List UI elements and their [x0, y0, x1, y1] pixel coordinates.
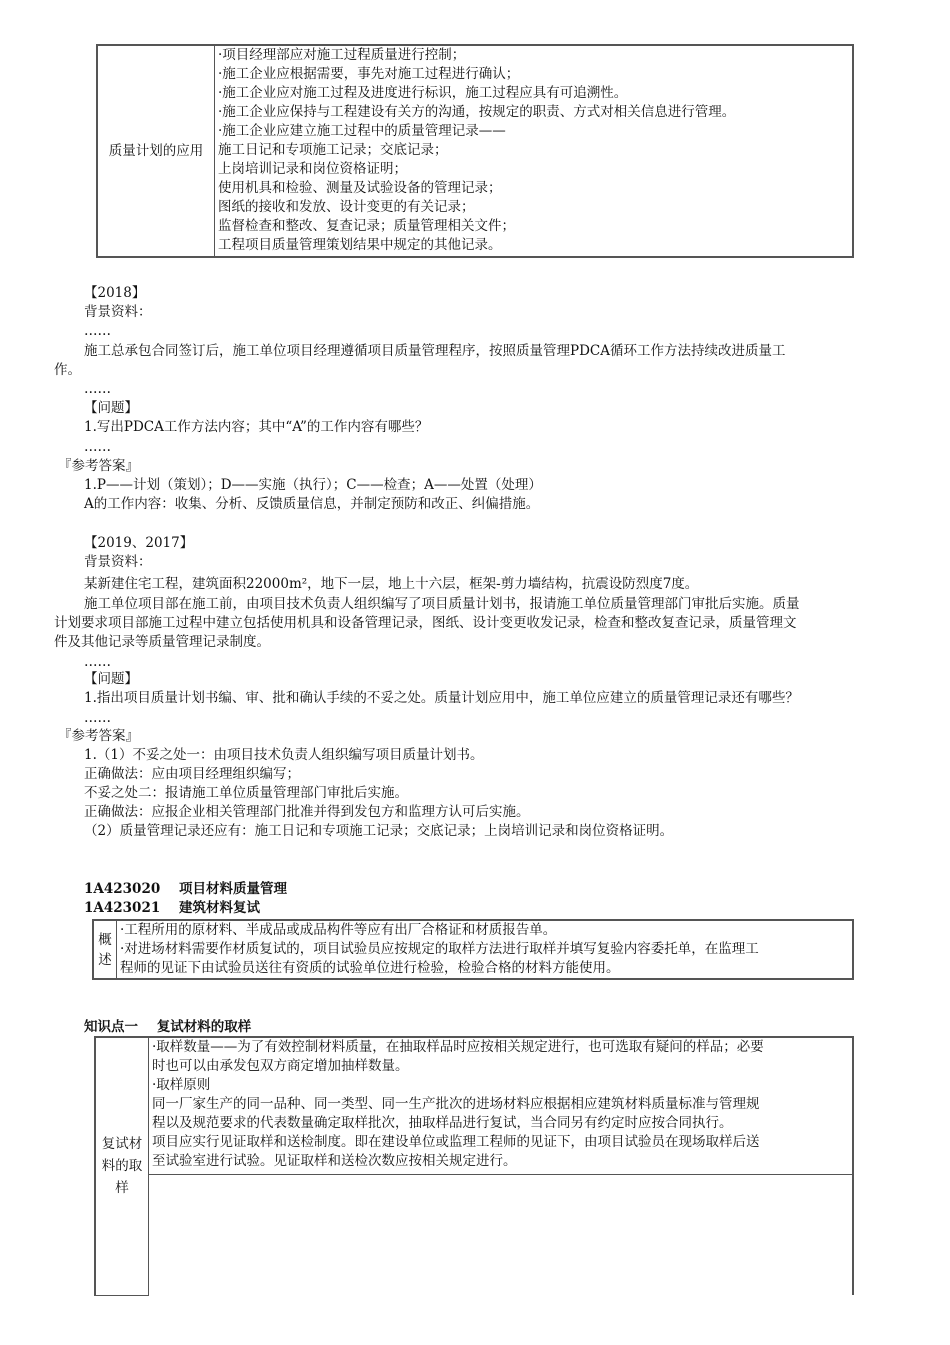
- overview-content: [117, 920, 854, 979]
- table-line: ·取样数量——为了有效控制材料质量，在抽取样品时应按相关规定进行，也可选取有疑问的样品；必要: [152, 1039, 764, 1055]
- table-line: 使用机具和检验、测量及试验设备的管理记录；: [218, 180, 502, 196]
- table-line: ·施工企业应对施工过程及进度进行标识，施工过程应具有可追溯性。: [218, 85, 628, 101]
- table-line: ·工程所用的原材料、半成品或成品构件等应有出厂合格证和材质报告单。: [120, 922, 557, 938]
- table-line: ·对进场材料需要作材质复试的，项目试验员应按规定的取样方法进行取样并填写复验内容委托单，在监理工: [120, 941, 759, 957]
- table-line: 时也可以由承发包双方商定增加抽样数量。: [152, 1058, 409, 1074]
- table-line: 至试验室进行试验。见证取样和送检次数应按相关规定进行。: [152, 1153, 517, 1169]
- answer-line: 正确做法：应报企业相关管理部门批准并得到发包方和监理方认可后实施。: [84, 804, 530, 820]
- year-2018-heading: 【2018】: [84, 285, 146, 301]
- year-2019-heading: 【2019、2017】: [84, 535, 194, 551]
- table-line: ·项目经理部应对施工过程质量进行控制；: [218, 47, 466, 63]
- table-line: 施工日记和专项施工记录；交底记录；: [218, 142, 448, 158]
- table-line: 程师的见证下由试验员送往有资质的试验单位进行检验，检验合格的材料方能使用。: [120, 960, 620, 976]
- subsection-code: 1A423021: [84, 900, 161, 916]
- answer-line: 正确做法：应由项目经理组织编写；: [84, 766, 300, 782]
- knowledge-point-label: 知识点一: [84, 1019, 138, 1035]
- table-line: ·施工企业应建立施工过程中的质量管理记录——: [218, 123, 506, 139]
- question-label: 【问题】: [84, 400, 138, 416]
- quality-plan-label: 质量计划的应用: [97, 45, 215, 257]
- overview-table: [92, 919, 854, 980]
- table-line: 项目应实行见证取样和送检制度。即在建设单位或监理工程师的见证下，由项目试验员在现场取样后送: [152, 1134, 760, 1150]
- ellipsis: ……: [84, 381, 111, 397]
- knowledge-point-heading: [84, 1018, 251, 1037]
- sampling-label-text: 复试材料的取样: [101, 1136, 143, 1197]
- section-title: 项目材料质量管理: [179, 881, 288, 897]
- table-line: 图纸的接收和发放、设计变更的有关记录；: [218, 199, 475, 215]
- paragraph: 施工总承包合同签订后，施工单位项目经理遵循项目质量管理程序，按照质量管理PDCA循环工作方法持续改进质量工: [84, 343, 786, 359]
- background-label: 背景资料：: [84, 304, 152, 320]
- background-label: 背景资料：: [84, 554, 152, 570]
- quality-plan-table: [96, 44, 854, 258]
- knowledge-point-title: 复试材料的取样: [156, 1019, 252, 1035]
- ellipsis: ……: [84, 323, 111, 339]
- ellipsis: ……: [84, 710, 111, 726]
- table-line: 监督检查和整改、复查记录；质量管理相关文件；: [218, 218, 515, 234]
- question: 1.写出PDCA工作方法内容；其中“A”的工作内容有哪些？: [84, 419, 429, 435]
- paragraph: 作。: [54, 362, 81, 378]
- subsection-title: 建筑材料复试: [179, 900, 261, 916]
- ellipsis: ……: [84, 439, 111, 455]
- quality-plan-content: [215, 45, 854, 257]
- answer-label: 『参考答案』: [58, 458, 139, 474]
- table-line: 同一厂家生产的同一品种、同一类型、同一生产批次的进场材料应根据相应建筑材料质量标准与管理规: [152, 1096, 760, 1112]
- subsection-heading: [84, 899, 260, 918]
- question-label: 【问题】: [84, 671, 138, 687]
- overview-label-text: 概述: [98, 931, 112, 968]
- sampling-empty-cell: [149, 1175, 854, 1296]
- sampling-content: [149, 1037, 854, 1175]
- paragraph: 某新建住宅工程，建筑面积22000m²，地下一层，地上十六层，框架-剪力墙结构，抗震设防烈度7度。: [84, 576, 699, 592]
- answer-line: 1.（1）不妥之处一：由项目技术负责人组织编写项目质量计划书。: [84, 747, 484, 763]
- table-line: 程以及规范要求的代表数量确定取样批次，抽取样品进行复试，当合同另有约定时应按合同执行。: [152, 1115, 733, 1131]
- sampling-label: [95, 1037, 149, 1295]
- sampling-table: [94, 1036, 854, 1296]
- question: 1.指出项目质量计划书编、审、批和确认手续的不妥之处。质量计划应用中，施工单位应建立的质量管理记录还有哪些？: [84, 690, 799, 706]
- answer-line: 1.P——计划（策划）；D——实施（执行）；C——检查；A——处置（处理）: [84, 477, 542, 493]
- ellipsis: ……: [84, 654, 111, 670]
- answer-line: A的工作内容：收集、分析、反馈质量信息，并制定预防和改正、纠偏措施。: [84, 496, 540, 512]
- table-line: 上岗培训记录和岗位资格证明；: [218, 161, 407, 177]
- section-code: 1A423020: [84, 881, 161, 897]
- answer-line: （2）质量管理记录还应有：施工日记和专项施工记录；交底记录；上岗培训记录和岗位资格证明。: [84, 823, 674, 839]
- paragraph: 计划要求项目部施工过程中建立包括使用机具和设备管理记录，图纸、设计变更收发记录，检查和整改复查记录，质量管理文: [54, 615, 797, 631]
- table-line: ·施工企业应保持与工程建设有关方的沟通，按规定的职责、方式对相关信息进行管理。: [218, 104, 736, 120]
- overview-label: [93, 920, 117, 979]
- answer-label: 『参考答案』: [58, 728, 139, 744]
- paragraph: 件及其他记录等质量管理记录制度。: [54, 634, 270, 650]
- table-line: ·施工企业应根据需要，事先对施工过程进行确认；: [218, 66, 520, 82]
- table-line: ·取样原则: [152, 1077, 211, 1093]
- table-line: 工程项目质量管理策划结果中规定的其他记录。: [218, 237, 502, 253]
- paragraph: 施工单位项目部在施工前，由项目技术负责人组织编写了项目质量计划书，报请施工单位质量管理部门审批后实施。质量: [84, 596, 800, 612]
- section-heading: [84, 880, 287, 899]
- answer-line: 不妥之处二：报请施工单位质量管理部门审批后实施。: [84, 785, 408, 801]
